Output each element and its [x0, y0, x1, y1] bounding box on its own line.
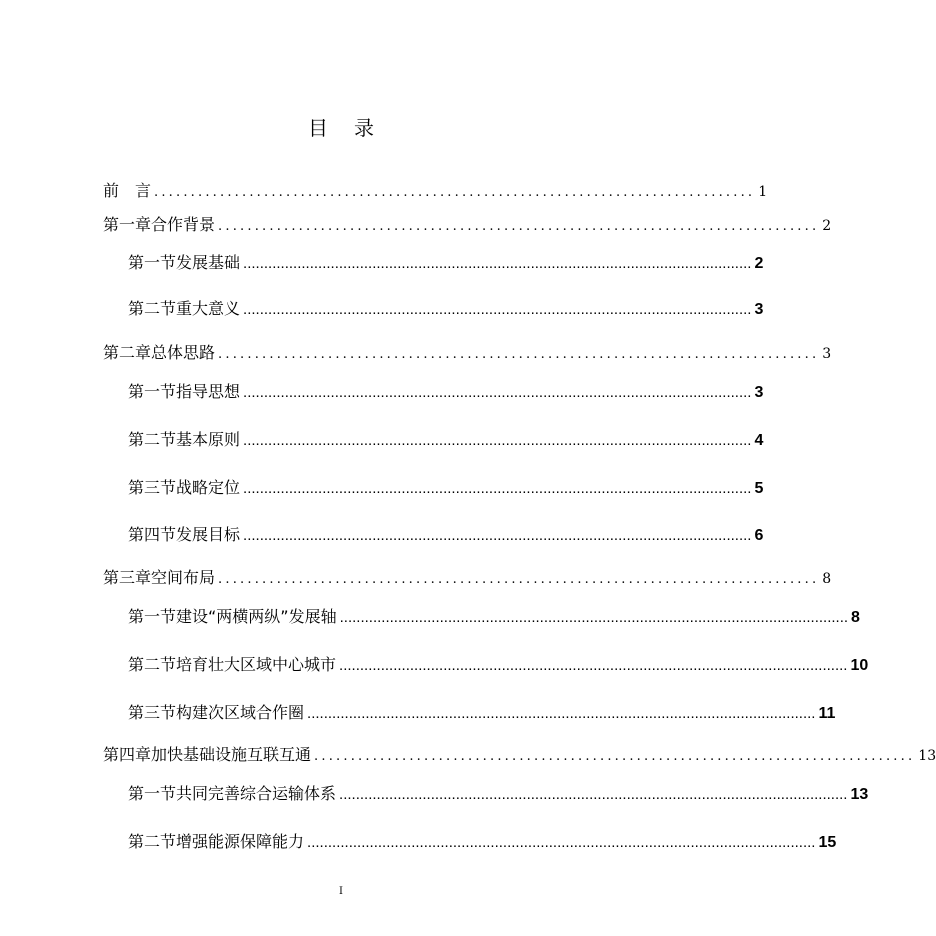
toc-entry-label: 构建次区域合作圈	[176, 703, 305, 722]
toc-entry-label: 培育壮大区域中心城市	[176, 655, 337, 674]
toc-entry-label: 加快基础设施互联互通	[151, 745, 312, 764]
toc-leader-dots: ..................................................................................	[218, 347, 820, 362]
toc-leader-dots: ..........................................................................................................................	[243, 432, 752, 449]
toc-page-number: 5	[754, 480, 764, 497]
toc-leader-dots: ..................................................................................	[218, 219, 820, 234]
toc-page-number: 6	[754, 527, 764, 544]
toc-entry-section[interactable]	[128, 475, 764, 498]
toc-leader-dots: ..........................................................................................................................	[339, 609, 849, 626]
title-char-1: 目	[308, 116, 328, 140]
toc-page-number: 3	[754, 384, 764, 401]
toc-entry-label: 共同完善综合运输体系	[176, 784, 337, 803]
toc-leader-dots: ..................................................................................	[218, 572, 820, 587]
toc-page-number: 3	[754, 301, 764, 318]
toc-page-number: 11	[818, 705, 836, 722]
toc-leader-dots: ..........................................................................................................................	[243, 301, 752, 318]
toc-entry-number: 第三节	[128, 478, 177, 497]
toc-entry-section[interactable]	[128, 652, 869, 675]
toc-entry-label: 总体思路	[151, 343, 216, 362]
toc-entry-number: 第二章	[103, 343, 152, 362]
toc-page-number: 2	[754, 255, 764, 272]
toc-entry-label: 发展目标	[176, 525, 241, 544]
toc-page-number: 2	[822, 218, 832, 234]
toc-entry-number: 第一章	[103, 215, 152, 234]
toc-entry-number: 第二节	[128, 832, 177, 851]
toc-page-number: 10	[850, 657, 869, 674]
toc-page-number: 13	[850, 786, 869, 803]
toc-entry-label: 前 言	[103, 181, 152, 200]
toc-entry-number: 第四章	[103, 745, 152, 764]
toc-entry-section[interactable]	[128, 379, 764, 402]
toc-entry-label: 指导思想	[176, 382, 241, 401]
toc-leader-dots: ..........................................................................................................................	[243, 480, 752, 497]
toc-entry-number: 第三节	[128, 703, 177, 722]
toc-entry-label: 战略定位	[176, 478, 241, 497]
toc-entry-label: 建设“两横两纵”发展轴	[176, 607, 337, 626]
toc-entry-section[interactable]	[128, 427, 764, 450]
toc-page-number: 13	[918, 748, 936, 764]
toc-entry-number: 第二节	[128, 299, 177, 318]
toc-page-number: 3	[822, 346, 832, 362]
toc-entry-section[interactable]	[128, 700, 836, 723]
toc-entry-number: 第一节	[128, 784, 177, 803]
toc-page-number: 4	[754, 432, 764, 449]
toc-leader-dots: ..........................................................................................................................	[243, 384, 752, 401]
toc-entry-number: 第一节	[128, 253, 177, 272]
toc-entry-number: 第二节	[128, 655, 177, 674]
toc-page-number: 15	[818, 834, 837, 851]
toc-entry-label: 合作背景	[151, 215, 216, 234]
toc-page-number: 8	[822, 571, 832, 587]
toc-entry-label: 增强能源保障能力	[176, 832, 305, 851]
page-title	[0, 112, 682, 141]
toc-entry-number: 第三章	[103, 568, 152, 587]
toc-leader-dots: ..........................................................................................................................	[339, 786, 848, 803]
toc-entry-chapter-3[interactable]	[103, 565, 832, 588]
toc-entry-chapter-4[interactable]	[103, 742, 936, 765]
toc-entry-section[interactable]	[128, 296, 764, 319]
toc-entry-number: 第二节	[128, 430, 177, 449]
toc-entry-section[interactable]	[128, 781, 869, 804]
toc-entry-label: 空间布局	[151, 568, 216, 587]
toc-leader-dots: ..........................................................................................................................	[307, 834, 816, 851]
toc-entry-chapter-1[interactable]	[103, 212, 832, 235]
toc-entry-preface[interactable]	[103, 178, 768, 201]
toc-leader-dots: ..................................................................................	[314, 749, 916, 764]
page-footer-number: I	[339, 886, 343, 897]
toc-entry-section[interactable]	[128, 829, 837, 852]
toc-page-number: 8	[851, 609, 860, 626]
title-char-2: 录	[354, 116, 374, 140]
toc-entry-section[interactable]	[128, 522, 764, 545]
toc-leader-dots: ..........................................................................................................................	[339, 657, 848, 674]
toc-entry-label: 重大意义	[176, 299, 241, 318]
toc-entry-section[interactable]	[128, 604, 860, 627]
toc-page-number: 1	[758, 184, 768, 200]
toc-leader-dots: ..................................................................................	[154, 185, 756, 200]
toc-entry-chapter-2[interactable]	[103, 340, 832, 363]
toc-entry-label: 发展基础	[176, 253, 241, 272]
toc-entry-number: 第一节	[128, 382, 177, 401]
toc-entry-number: 第一节	[128, 607, 177, 626]
toc-entry-number: 第四节	[128, 525, 177, 544]
toc-entry-label: 基本原则	[176, 430, 241, 449]
toc-leader-dots: ..........................................................................................................................	[243, 255, 752, 272]
toc-leader-dots: ..........................................................................................................................	[243, 527, 752, 544]
toc-leader-dots: ..........................................................................................................................	[307, 705, 816, 722]
toc-entry-section[interactable]	[128, 250, 764, 273]
